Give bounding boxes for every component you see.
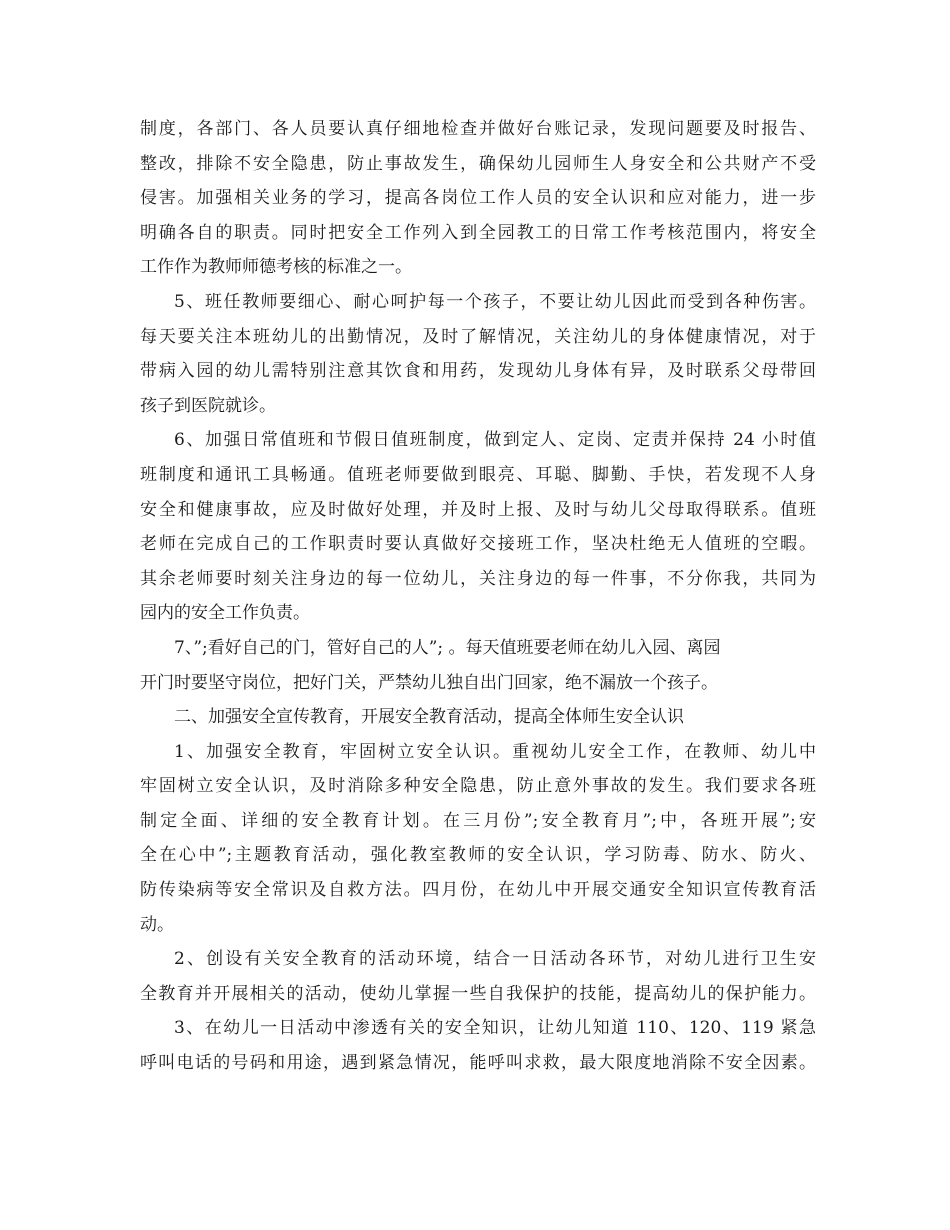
text-line: 侵害。加强相关业务的学习，提高各岗位工作人员的安全认识和应对能力，进一步	[140, 188, 816, 209]
text-line: 每天要关注本班幼儿的出勤情况，及时了解情况，关注幼儿的身体健康情况，对于	[140, 326, 816, 347]
section-heading: 二、加强安全宣传教育，开展安全教育活动，提高全体师生安全认识	[174, 707, 684, 728]
text-line: 7、”;看好自己的门，管好自己的人”; 。每天值班要老师在幼儿入园、离园	[174, 637, 721, 658]
text-line: 明确各自的职责。同时把安全工作列入到全园教工的日常工作考核范围内，将安全	[140, 222, 816, 243]
text-line: 老师在完成自己的工作职责时要认真做好交接班工作，坚决杜绝无人值班的空暇。	[140, 534, 816, 555]
section-heading-2	[140, 700, 816, 735]
text-line: 牢固树立安全认识，及时消除多种安全隐患，防止意外事故的发生。我们要求各班	[140, 776, 816, 797]
text-line: 2、创设有关安全教育的活动环境，结合一日活动各环节，对幼儿进行卫生安	[174, 949, 816, 970]
text-line: 整改，排除不安全隐患，防止事故发生，确保幼儿园师生人身安全和公共财产不受	[140, 153, 816, 174]
text-line: 开门时要坚守岗位，把好门关，严禁幼儿独自出门回家，绝不漏放一个孩子。	[140, 672, 718, 693]
document-page	[140, 112, 816, 1081]
paragraph-item-5	[140, 285, 816, 423]
paragraph-2-1	[140, 735, 816, 943]
text-line: 动。	[140, 914, 174, 935]
text-line: 班制度和通讯工具畅通。值班老师要做到眼亮、耳聪、脚勤、手快，若发现不人身	[140, 464, 816, 485]
text-line: 带病入园的幼儿需特别注意其饮食和用药，发现幼儿身体有异，及时联系父母带回	[140, 361, 816, 382]
text-line: 其余老师要时刻关注身边的每一位幼儿，关注身边的每一件事，不分你我，共同为	[140, 568, 816, 589]
paragraph-item-7	[140, 631, 816, 700]
paragraph-item-6	[140, 423, 816, 631]
text-line: 制定全面、详细的安全教育计划。在三月份”;安全教育月”;中，各班开展”;安	[140, 810, 816, 831]
text-line: 3、在幼儿一日活动中渗透有关的安全知识，让幼儿知道 110、120、119 紧急	[174, 1018, 816, 1039]
text-line: 呼叫电话的号码和用途，遇到紧急情况，能呼叫求救，最大限度地消除不安全因素。	[140, 1053, 816, 1074]
text-line: 工作作为教师师德考核的标准之一。	[140, 257, 412, 278]
text-line: 5、班任教师要细心、耐心呵护每一个孩子，不要让幼儿因此而受到各种伤害。	[174, 291, 816, 312]
text-line: 防传染病等安全常识及自救方法。四月份，在幼儿中开展交通安全知识宣传教育活	[140, 880, 816, 901]
text-line: 园内的安全工作负责。	[140, 603, 310, 624]
text-line: 制度，各部门、各人员要认真仔细地检查并做好台账记录，发现问题要及时报告、	[140, 119, 816, 139]
text-line: 安全和健康事故，应及时做好处理，并及时上报、及时与幼儿父母取得联系。值班	[140, 499, 816, 520]
text-line: 全在心中”;主题教育活动，强化教室教师的安全认识，学习防毒、防水、防火、	[140, 845, 816, 866]
text-line: 全教育并开展相关的活动，使幼儿掌握一些自我保护的技能，提高幼儿的保护能力。	[140, 983, 816, 1004]
paragraph-continued	[140, 112, 816, 285]
text-line: 6、加强日常值班和节假日值班制度，做到定人、定岗、定责并保持 24 小时值	[174, 430, 816, 451]
text-line: 孩子到医院就诊。	[140, 395, 276, 416]
paragraph-2-3	[140, 1011, 816, 1080]
text-line: 1、加强安全教育，牢固树立安全认识。重视幼儿安全工作，在教师、幼儿中	[174, 741, 816, 762]
paragraph-2-2	[140, 942, 816, 1011]
